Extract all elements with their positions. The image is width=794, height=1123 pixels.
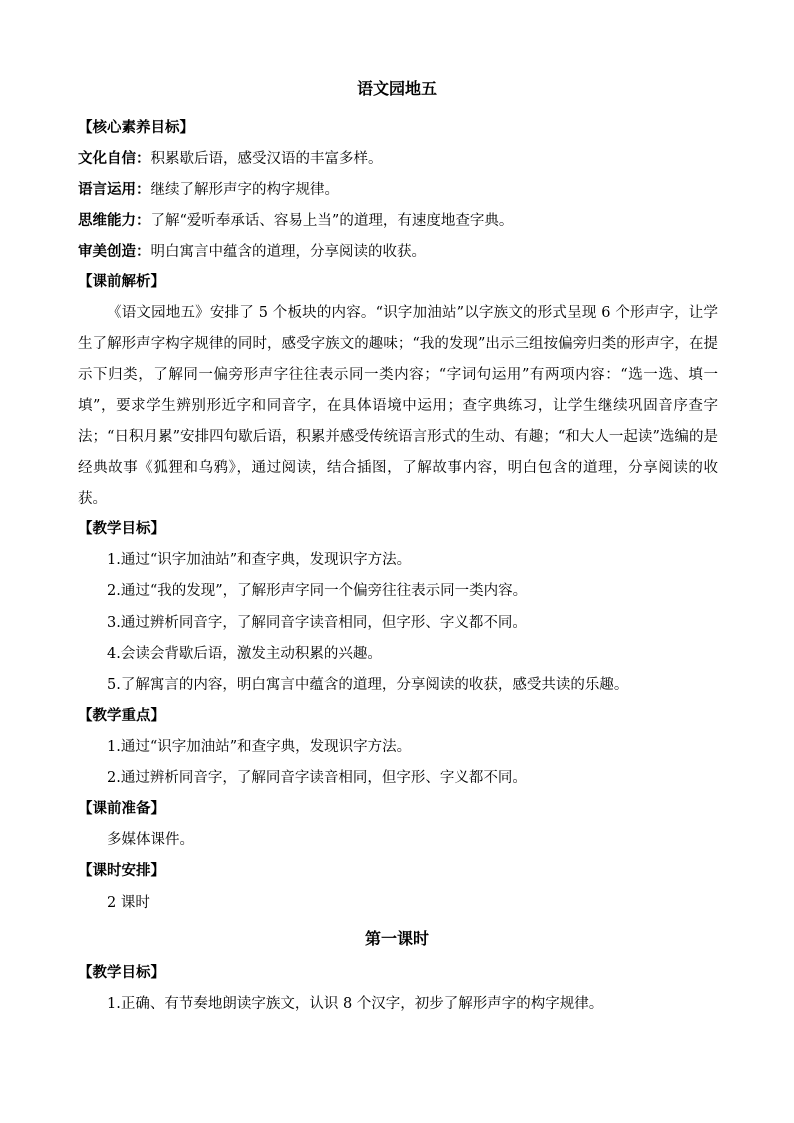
core-goal-language <box>78 180 339 200</box>
analysis-paragraph: 《语文园地五》安排了 5 个板块的内容。“识字加油站”以字族文的形式呈现 6 个形声字，让学生了解形声字构字规律的同时，感受字族文的趣味；“我的发现”出示三组按偏旁归类的形声字，在提示下归类，了解同一偏旁形声字往往表示同一类内容；“字词句运用”有两项内容：“选一选、填一填”，要求学生辨别形近字和同音字，在具体语境中运用；查字典练习，让学生继续巩固音序查字法；“日积月累”安排四句歇后语，积累并感受传统语言形式的生动、有趣；“和大人一起读”选编的是经典故事《狐狸和乌鸦》，通过阅读，结合插图，了解故事内容，明白包含的道理，分享阅读的收获。 <box>78 305 718 507</box>
core-goal-text: 积累歇后语，感受汉语的丰富多样。 <box>150 151 383 167</box>
key-point-item: 1.通过“识字加油站”和查字典，发现识字方法。 <box>107 739 412 755</box>
document-title: 语文园地五 <box>356 79 437 98</box>
core-goals-heading: 【核心素养目标】 <box>78 119 194 136</box>
core-goal-thinking <box>78 211 513 231</box>
schedule-text: 2 课时 <box>107 895 150 911</box>
core-goal-text: 明白寓言中蕴含的道理，分享阅读的收获。 <box>150 244 426 260</box>
core-goal-label: 思维能力： <box>78 212 151 229</box>
core-goal-text: 继续了解形声字的构字规律。 <box>150 182 339 198</box>
core-goal-aesthetic <box>78 242 426 262</box>
schedule-heading: 【课时安排】 <box>78 862 165 879</box>
key-point-item: 2.通过辨析同音字，了解同音字读音相同，但字形、字义都不同。 <box>107 770 527 786</box>
core-goal-label: 语言运用： <box>78 181 151 198</box>
core-goal-culture <box>78 149 383 169</box>
core-goal-text: 了解“爱听奉承话、容易上当”的道理，有速度地查字典。 <box>150 213 514 229</box>
analysis-heading: 【课前解析】 <box>78 273 165 290</box>
lesson-goal-item: 1.正确、有节奏地朗读字族文，认识 8 个汉字，初步了解形声字的构字规律。 <box>107 996 604 1012</box>
preparation-heading: 【课前准备】 <box>78 800 165 817</box>
lesson-goals-heading: 【教学目标】 <box>78 964 165 981</box>
core-goal-label: 文化自信： <box>78 150 151 167</box>
teaching-goals-heading: 【教学目标】 <box>78 520 165 537</box>
core-goal-label: 审美创造： <box>78 243 151 260</box>
key-points-heading: 【教学重点】 <box>78 707 165 724</box>
teaching-goal-item: 2.通过“我的发现”，了解形声字同一个偏旁往往表示同一类内容。 <box>107 583 528 599</box>
teaching-goal-item: 3.通过辨析同音字，了解同音字读音相同，但字形、字义都不同。 <box>107 615 527 631</box>
teaching-goal-item: 1.通过“识字加油站”和查字典，发现识字方法。 <box>107 552 412 568</box>
teaching-goal-item: 4.会读会背歇后语，激发主动积累的兴趣。 <box>107 646 382 662</box>
lesson-title: 第一课时 <box>364 929 429 948</box>
teaching-goal-item: 5.了解寓言的内容，明白寓言中蕴含的道理，分享阅读的收获，感受共读的乐趣。 <box>107 677 629 693</box>
preparation-text: 多媒体课件。 <box>107 832 194 848</box>
